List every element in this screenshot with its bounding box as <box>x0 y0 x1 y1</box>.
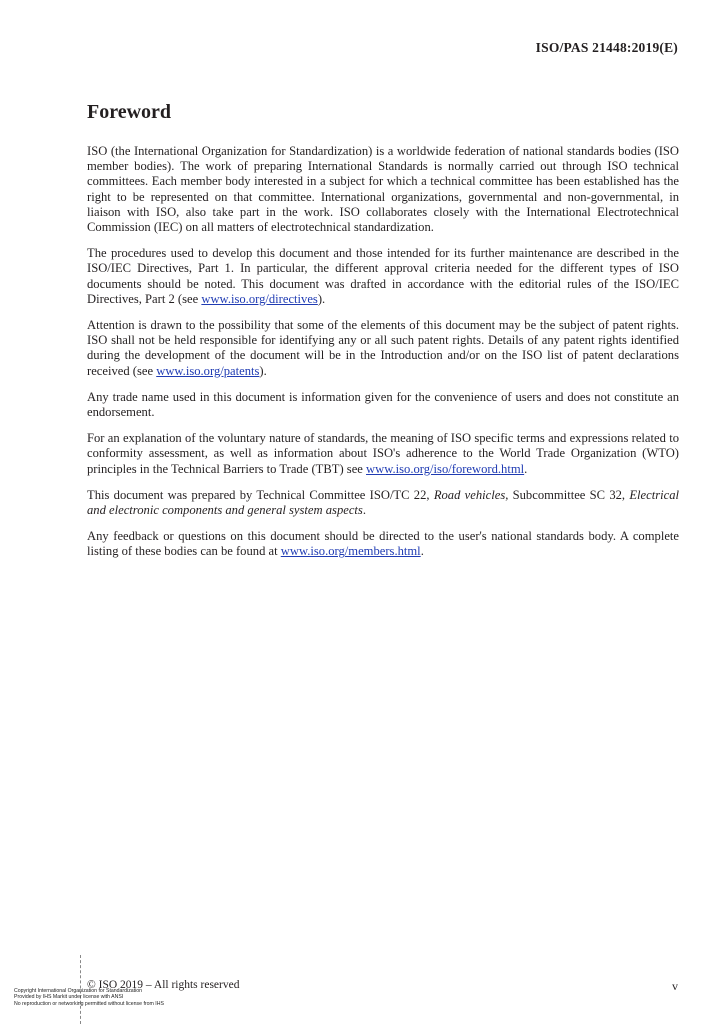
paragraph-procedures <box>87 246 679 307</box>
paragraph-text-end: . <box>524 461 528 476</box>
members-link[interactable]: www.iso.org/members.html <box>280 544 421 559</box>
document-reference: ISO/PAS 21448:2019(E) <box>535 40 678 55</box>
page-title: Foreword <box>87 101 172 123</box>
paragraph-trade-name: Any trade name used in this document is information given for the convenience of users and does not constitute an endorsement. <box>87 389 679 420</box>
foreword-link[interactable]: www.iso.org/iso/foreword.html <box>366 461 525 476</box>
subcommittee-name: Electrical and electronic components and general system aspects <box>87 487 679 518</box>
paragraph-text: This document was prepared by Technical Committee ISO/TC 22, <box>87 487 434 502</box>
paragraph-text: The procedures used to develop this document and those intended for its further maintenance are described in the ISO/IEC Directives, Part 1. In particular, the different approval criteria needed for the different types of ISO documents should be noted. This document was drafted in accordance with the editorial rules of the ISO/IEC Directives, Part 2 (see <box>87 246 679 306</box>
license-line: Copyright International Organization for Standardization <box>14 988 143 994</box>
directives-link[interactable]: www.iso.org/directives <box>201 291 318 306</box>
paragraph-feedback <box>87 529 679 559</box>
license-line: Provided by IHS Markit under license with ANSI <box>14 994 124 1001</box>
paragraph-text-end: . <box>420 544 424 559</box>
paragraph-text: Any feedback or questions on this document should be directed to the user's national standards body. A complete listing of these bodies can be found at <box>87 529 679 559</box>
paragraph-iso-intro: ISO (the International Organization for Standardization) is a worldwide federation of national standards bodies (ISO member bodies). The work of preparing International Standards is normally carried out through ISO technical committees. Each member body interested in a subject for which a technical committee has been established has the right to be represented on that committee. International organizations, governmental and non-governmental, in liaison with ISO, also take part in the work. ISO collaborates closely with the International Electrotechnical Commission (IEC) on all matters of electrotechnical standardization. <box>87 144 679 235</box>
paragraph-text-end: ). <box>317 291 326 306</box>
foreword-section <box>87 100 679 571</box>
paragraph-text-mid: , Subcommittee SC 32, <box>505 487 630 502</box>
paragraph-text: For an explanation of the voluntary nature of standards, the meaning of ISO specific terms and expressions related to conformity assessment, as well as information about ISO's adherence to the World Trade Organization (WTO) principles in the Technical Barriers to Trade (TBT) see <box>87 431 679 476</box>
paragraph-text-end: . <box>362 503 366 518</box>
page-number: v <box>672 979 678 993</box>
paragraph-committee <box>87 488 679 518</box>
license-line: No reproduction or networking permitted without license from IHS <box>14 1000 164 1007</box>
committee-name: Road vehicles <box>433 487 506 502</box>
license-notice <box>14 988 164 1007</box>
patents-link[interactable]: www.iso.org/patents <box>156 363 260 378</box>
paragraph-text: Attention is drawn to the possibility that some of the elements of this document may be the subject of patent rights. ISO shall not be held responsible for identifying any or all such patent rights. Details of any patent rights identified during the development of the document will be in the Introduction and/or on the ISO list of patent declarations received (see <box>87 318 679 378</box>
paragraph-text-end: ). <box>259 363 267 378</box>
paragraph-voluntary-nature <box>87 431 679 477</box>
paragraph-patents <box>87 318 679 379</box>
copyright-footer: © ISO 2019 – All rights reserved <box>87 979 240 991</box>
